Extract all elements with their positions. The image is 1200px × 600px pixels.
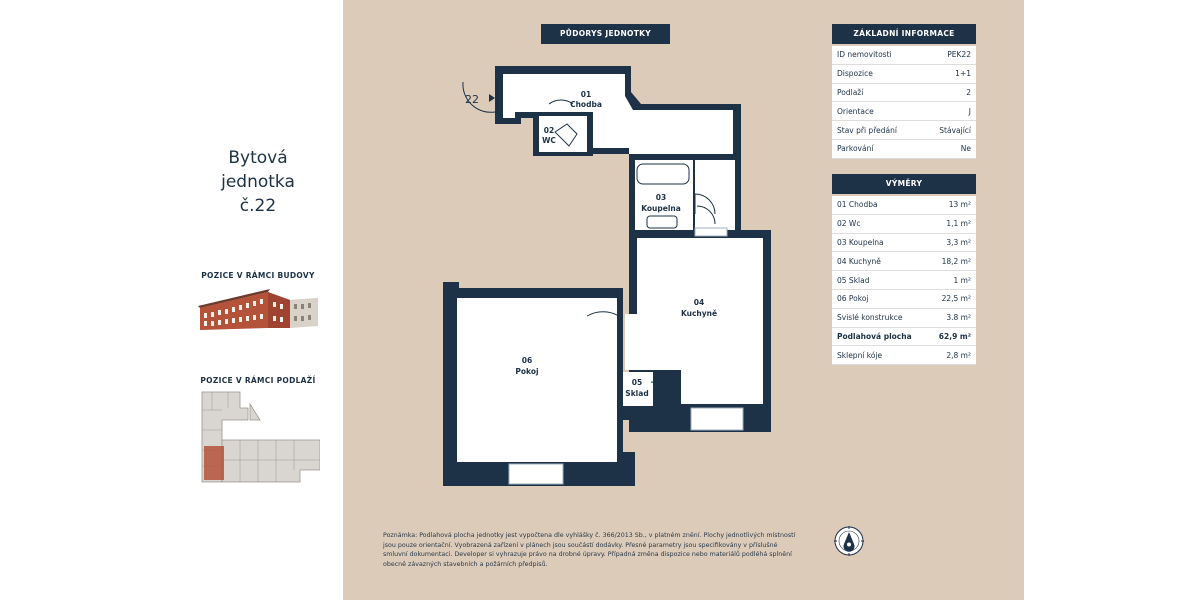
row-value: 1,1 m² [946,219,971,229]
row-label: Sklepní kóje [837,350,883,360]
areas-table [832,196,976,365]
row-label: 03 Koupelna [837,237,884,247]
row-label: 04 Kuchyně [837,256,881,266]
floor-map-image [200,390,320,486]
room-03-name: Koupelna [641,204,681,213]
table-row [832,215,976,234]
table-row [832,121,976,140]
table-row [832,346,976,365]
row-value: 3.8 m² [946,313,971,323]
row-value: Ne [960,144,971,154]
row-value: 62,9 m² [938,331,971,341]
table-row [832,65,976,84]
room-03-num: 03 [655,193,667,202]
table-row [832,252,976,271]
room-06-name: Pokoj [515,367,539,376]
table-row [832,46,976,65]
row-value: 3,3 m² [946,237,971,247]
row-value: J [968,106,971,116]
row-label: Stav při předání [837,125,897,135]
row-label: Podlaží [837,87,864,97]
disclaimer-note: Poznámka: Podlahová plocha jednotky jest vypočtena dle vyhlášky č. 366/2013 Sb., v platném znění. Plochy jednotlivých místností jsou pouze orientační. Vyobrazená zařízení v plánech jsou součástí dodávky. Přesné parametry jsou specifikovány v příslušné smluvní dokumentaci. Developer si vyhrazuje právo na drobné úpravy. Případná změna dispozice nebo materiálů podléhá splnění obecně závazných stavebních a požárních předpisů. [383,532,796,568]
row-label: Parkování [837,144,874,154]
table-row [832,234,976,253]
row-value: Stávající [939,125,971,135]
areas-heading: VÝMĚRY [832,174,976,194]
building-position-heading: POZICE V RÁMCI BUDOVY [201,271,315,280]
table-row [832,271,976,290]
row-label: 02 Wc [837,219,861,229]
room-05-name: Sklad [625,389,649,398]
unit-title-line3: č.22 [239,196,277,216]
unit-title [174,146,342,218]
row-label: Dispozice [837,69,873,79]
room-04-num: 04 [693,298,705,307]
compass-icon [834,526,864,556]
room-01-name: Chodba [570,100,602,109]
row-label: ID nemovitosti [837,50,892,60]
table-row [832,309,976,328]
table-row [832,84,976,103]
room-02-name: WC [542,136,556,145]
row-label: Svislé konstrukce [837,313,903,323]
room-06-num: 06 [521,356,533,365]
table-row [832,140,976,159]
entrance-number: 22 [465,93,479,106]
floor-position-heading: POZICE V RÁMCI PODLAŽÍ [200,376,316,385]
basic-info-table [832,46,976,159]
room-01-num: 01 [580,90,592,99]
table-row [832,290,976,309]
row-label: 01 Chodba [837,200,878,210]
row-value: 2 [966,87,971,97]
row-label: 06 Pokoj [837,294,869,304]
room-05-num: 05 [631,378,643,387]
row-label: Podlahová plocha [837,331,912,341]
building-image [198,286,320,336]
row-value: 1+1 [955,69,971,79]
table-row-total [832,328,976,347]
row-value: 22,5 m² [941,294,971,304]
plan-heading: PŮDORYS JEDNOTKY [541,24,670,44]
unit-title-line1: Bytová [228,148,288,168]
row-value: 1 m² [953,275,971,285]
row-value: 13 m² [948,200,971,210]
table-row [832,102,976,121]
basic-info-heading: ZÁKLADNÍ INFORMACE [832,24,976,44]
row-label: 05 Sklad [837,275,870,285]
row-label: Orientace [837,106,874,116]
row-value: 2,8 m² [946,350,971,360]
room-04-name: Kuchyně [680,309,718,318]
room-02-num: 02 [543,126,555,135]
left-panel [174,0,342,600]
unit-title-line2: jednotka [221,172,295,192]
row-value: 18,2 m² [941,256,971,266]
row-value: PEK22 [947,50,971,60]
table-row [832,196,976,215]
